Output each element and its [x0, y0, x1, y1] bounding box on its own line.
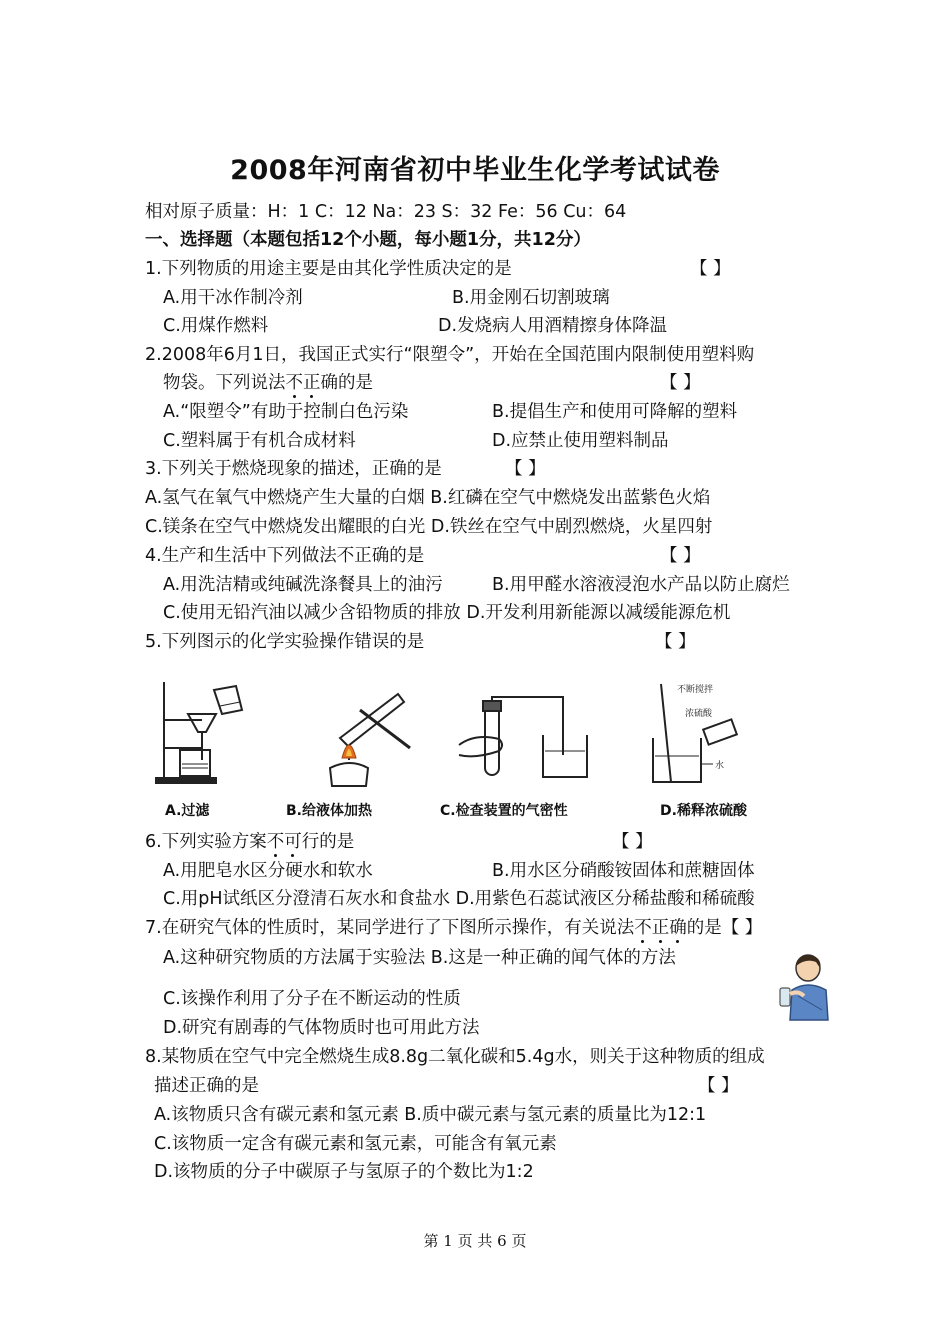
diluting-acid-figure [645, 682, 750, 794]
q4-options-cd: C.使用无铅汽油以减少含铅物质的排放 D.开发利用新能源以减缓能源危机 [163, 603, 731, 623]
figure-a-caption: A.过滤 [165, 803, 210, 819]
heating-liquid-figure [300, 688, 415, 793]
q8-option-c: C.该物质一定含有碳元素和氢元素，可能含有氧元素 [154, 1134, 557, 1154]
label-water: 水 [715, 761, 725, 771]
q1-stem: 1.下列物质的用途主要是由其化学性质决定的是 [145, 259, 512, 279]
q4-answer-bracket: 【 】 [660, 546, 701, 566]
q2-stem-line1: 2.2008年6月1日，我国正式实行“限塑令”，开始在全国范围内限制使用塑料购 [145, 345, 755, 365]
q2-option-b: B.提倡生产和使用可降解的塑料 [492, 402, 738, 422]
q8-answer-bracket: 【 】 [698, 1076, 739, 1096]
q4-option-b: B.用甲醛水溶液浸泡水产品以防止腐烂 [492, 575, 790, 595]
q6-option-a: A.用肥皂水区分硬水和软水 [163, 861, 373, 881]
figure-b-caption: B.给液体加热 [286, 803, 372, 819]
atomic-mass-line: 相对原子质量：H：1 C：12 Na：23 S：32 Fe：56 Cu：64 [145, 202, 627, 222]
label-keep-stirring: 不断搅拌 [677, 685, 714, 695]
q8-stem-line1: 8.某物质在空气中完全燃烧生成8.8g二氧化碳和5.4g水，则关于这种物质的组成 [145, 1047, 765, 1067]
q2-answer-bracket: 【 】 [660, 373, 701, 393]
q2-option-d: D.应禁止使用塑料制品 [492, 431, 669, 451]
q3-answer-bracket: 【 】 [505, 459, 546, 479]
q5-answer-bracket: 【 】 [655, 632, 696, 652]
filtration-apparatus-figure [150, 680, 250, 790]
q3-options-cd: C.镁条在空气中燃烧发出耀眼的白光 D.铁丝在空气中剧烈燃烧，火星四射 [145, 517, 713, 537]
figure-c-caption: C.检查装置的气密性 [440, 803, 568, 819]
q1-option-a: A.用干冰作制冷剂 [163, 288, 303, 308]
q2-stem-line2: 物袋。下列说法不正确的是 [163, 373, 373, 393]
q3-stem: 3.下列关于燃烧现象的描述，正确的是 [145, 459, 442, 479]
q4-stem: 4.生产和生活中下列做法不正确的是 [145, 546, 425, 566]
q6-options-cd: C.用pH试纸区分澄清石灰水和食盐水 D.用紫色石蕊试液区分稀盐酸和稀硫酸 [163, 889, 755, 909]
q6-answer-bracket: 【 】 [612, 832, 653, 852]
q8-options-ab: A.该物质只含有碳元素和氢元素 B.质中碳元素与氢元素的质量比为12:1 [154, 1105, 707, 1125]
q1-option-d: D.发烧病人用酒精擦身体降温 [438, 316, 668, 336]
q7-option-d: D.研究有剧毒的气体物质时也可用此方法 [163, 1018, 480, 1038]
q8-option-d: D.该物质的分子中碳原子与氢原子的个数比为1:2 [154, 1162, 534, 1182]
q4-option-a: A.用洗洁精或纯碱洗涤餐具上的油污 [163, 575, 443, 595]
q2-option-a: A.“限塑令”有助于控制白色污染 [163, 402, 409, 422]
airtightness-check-figure [455, 695, 600, 790]
exam-title: 2008年河南省初中毕业生化学考试试卷 [230, 155, 720, 186]
q8-stem-line2: 描述正确的是 [154, 1076, 259, 1096]
q7-options-ab: A.这种研究物质的方法属于实验法 B.这是一种正确的闻气体的方法 [163, 948, 676, 968]
q7-option-c: C.该操作利用了分子在不断运动的性质 [163, 989, 461, 1009]
label-conc-sulfuric-acid: 浓硫酸 [685, 709, 713, 719]
q2-option-c: C.塑料属于有机合成材料 [163, 431, 356, 451]
q5-stem: 5.下列图示的化学实验操作错误的是 [145, 632, 425, 652]
q3-options-ab: A.氢气在氧气中燃烧产生大量的白烟 B.红磷在空气中燃烧发出蓝紫色火焰 [145, 488, 711, 508]
student-smelling-gas-figure [778, 952, 836, 1022]
q1-answer-bracket: 【 】 [690, 259, 731, 279]
q6-option-b: B.用水区分硝酸铵固体和蔗糖固体 [492, 861, 755, 881]
section-heading: 一、选择题（本题包括12个小题，每小题1分，共12分） [145, 230, 591, 250]
q1-option-b: B.用金刚石切割玻璃 [452, 288, 610, 308]
q7-stem: 7.在研究气体的性质时，某同学进行了下图所示操作，有关说法不正确的是【 】 [145, 918, 763, 938]
figure-d-caption: D.稀释浓硫酸 [660, 803, 747, 819]
q1-option-c: C.用煤作燃料 [163, 316, 269, 336]
q6-stem: 6.下列实验方案不可行的是 [145, 832, 355, 852]
page-footer: 第 1 页 共 6 页 [423, 1232, 527, 1250]
